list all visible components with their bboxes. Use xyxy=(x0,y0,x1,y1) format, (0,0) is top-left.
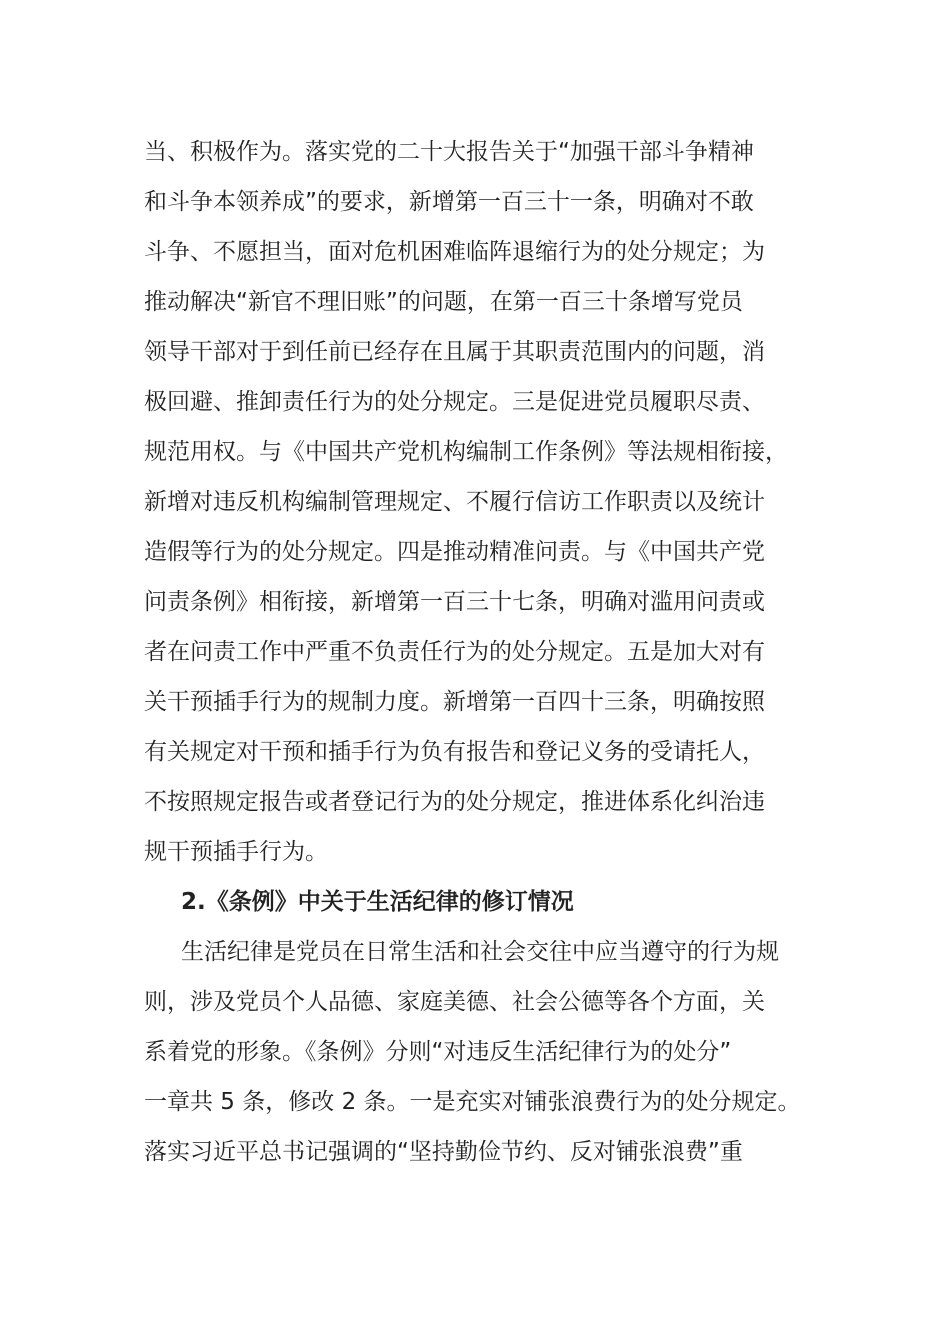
paragraph-line: 一章共 5 条，修改 2 条。一是充实对铺张浪费行为的处分规定。 xyxy=(144,1089,801,1115)
paragraph-line: 规干预插手行为。 xyxy=(144,839,328,865)
paragraph-line: 有关规定对干预和插手行为负有报告和登记义务的受请托人， xyxy=(144,739,765,765)
section-heading: 2.《条例》中关于生活纪律的修订情况 xyxy=(181,889,574,915)
paragraph-line: 落实习近平总书记强调的“坚持勤俭节约、反对铺张浪费”重 xyxy=(144,1139,743,1165)
paragraph-line: 斗争、不愿担当，面对危机困难临阵退缩行为的处分规定；为 xyxy=(144,239,765,265)
paragraph-line: 推动解决“新官不理旧账”的问题，在第一百三十条增写党员 xyxy=(144,289,743,315)
paragraph-line: 极回避、推卸责任行为的处分规定。三是促进党员履职尽责、 xyxy=(144,389,765,415)
paragraph-line: 当、积极作为。落实党的二十大报告关于“加强干部斗争精神 xyxy=(144,139,754,165)
paragraph-line: 和斗争本领养成”的要求，新增第一百三十一条，明确对不敢 xyxy=(144,189,754,215)
paragraph-line: 不按照规定报告或者登记行为的处分规定，推进体系化纠治违 xyxy=(144,789,765,815)
document-body xyxy=(144,127,814,1177)
paragraph-line: 造假等行为的处分规定。四是推动精准问责。与《中国共产党 xyxy=(144,539,765,565)
paragraph-line: 关干预插手行为的规制力度。新增第一百四十三条，明确按照 xyxy=(144,689,765,715)
paragraph-line: 系着党的形象。《条例》分则“对违反生活纪律行为的处分” xyxy=(144,1039,732,1065)
paragraph-line: 者在问责工作中严重不负责任行为的处分规定。五是加大对有 xyxy=(144,639,765,665)
paragraph-line: 问责条例》相衔接，新增第一百三十七条，明确对滥用问责或 xyxy=(144,589,765,615)
paragraph-line: 规范用权。与《中国共产党机构编制工作条例》等法规相衔接， xyxy=(144,439,788,465)
paragraph-line: 领导干部对于到任前已经存在且属于其职责范围内的问题，消 xyxy=(144,339,765,365)
paragraph-line: 生活纪律是党员在日常生活和社会交往中应当遵守的行为规 xyxy=(181,939,779,965)
paragraph-line: 则，涉及党员个人品德、家庭美德、社会公德等各个方面，关 xyxy=(144,989,765,1015)
paragraph-line: 新增对违反机构编制管理规定、不履行信访工作职责以及统计 xyxy=(144,489,765,515)
